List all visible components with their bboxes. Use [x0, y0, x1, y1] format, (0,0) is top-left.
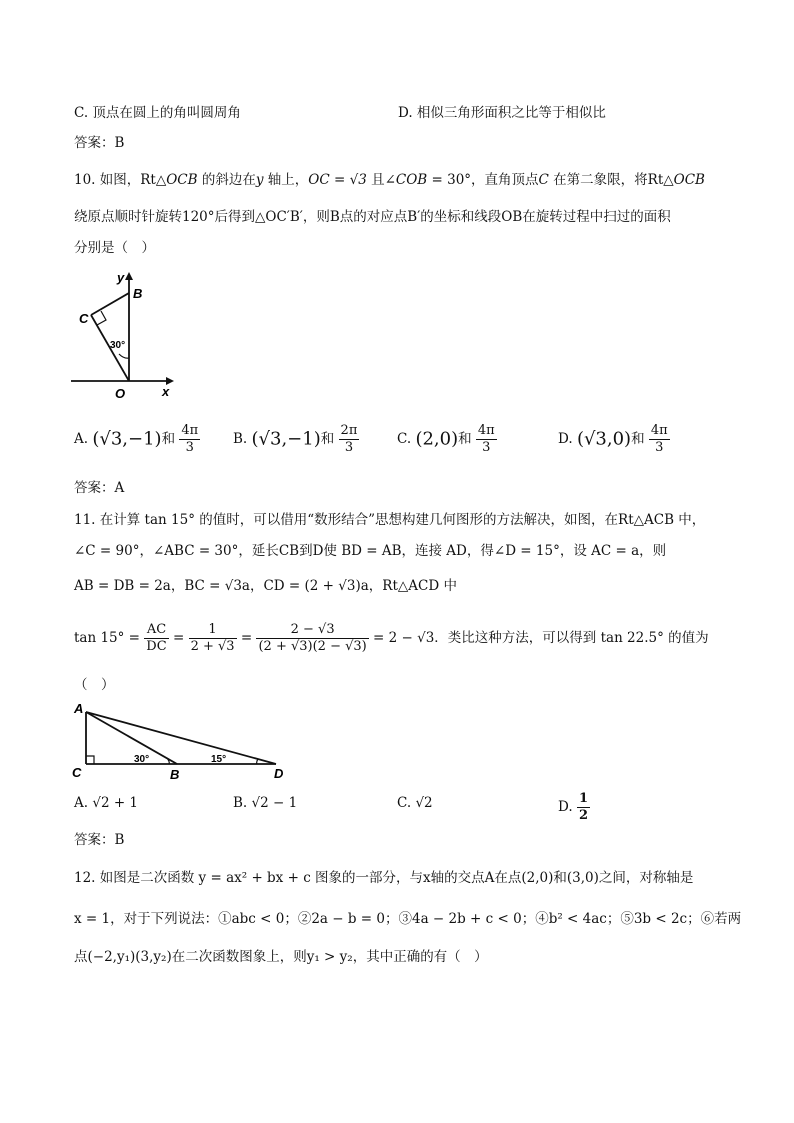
q12-line3: 点(−2,y₁)(3,y₂)在二次函数图象上，则y₁ > y₂，其中正确的有（ ） — [74, 949, 488, 965]
q12-line2: x = 1，对于下列说法：①abc < 0；②2a − b = 0；③4a − 2b + c < 0；④b² < 4ac；⑤3b < 2c；⑥若两 — [74, 911, 742, 927]
q11-figure — [70, 700, 295, 782]
label-a: A — [74, 701, 84, 716]
q11-line4: tan 15° = $\frac{AC}{DC}$ = $\frac{1}{2 + √3}$ = $\frac{2 - √3}{(2 + √3)(2 - √3)}$ = 2 − √3．类比这种方法，可以得到 tan 22.5° 的值为 — [74, 622, 709, 654]
q12-line1: 12. 如图是二次函数 y = ax² + bx + c 图象的一部分，与x轴的交点A在点(2,0)和(3,0)之间，对称轴是 — [74, 870, 694, 886]
label-b: B — [170, 767, 180, 782]
q10-option-b: B. (√3,−1)和 $\frac{2\pi}{3}$ — [233, 423, 358, 455]
q9-option-d: D. 相似三角形面积之比等于相似比 — [398, 105, 606, 121]
label-d: D — [274, 766, 284, 781]
label-c: C — [72, 765, 82, 780]
q10-line1: 10. 如图，Rt△OCB 的斜边在y 轴上，OC = √3 且∠COB = 30°，直角顶点C 在第二象限，将Rt△OCB — [74, 172, 705, 188]
q11-line3: AB = DB = 2a，BC = √3a，CD = (2 + √3)a，Rt△ACD 中 — [74, 578, 457, 594]
q10-figure — [66, 268, 181, 403]
q10-line2: 绕原点顺时针旋转120°后得到△OC′B′，则B点的对应点B′的坐标和线段OB在旋转过程中扫过的面积 — [74, 209, 671, 225]
label-30: 30° — [110, 340, 126, 351]
right-angle-mark — [86, 756, 94, 764]
q11-line2: ∠C = 90°，∠ABC = 30°，延长CB到D使 BD = AB，连接 AD，得∠D = 15°，设 AC = a，则 — [74, 543, 667, 559]
label-15: 15° — [211, 754, 227, 765]
right-angle-mark — [97, 311, 106, 325]
label-y: y — [117, 270, 125, 285]
label-x: x — [162, 384, 170, 399]
side-ab — [86, 712, 177, 764]
q11-option-a: A. √2 + 1 — [74, 795, 139, 811]
q11-option-b: B. √2 − 1 — [233, 795, 298, 811]
side-cb — [91, 293, 129, 315]
q10-option-a: A. (√3,−1)和 $\frac{4\pi}{3}$ — [74, 423, 199, 455]
q11-option-d: D. $\frac{1}{2}$ — [558, 791, 588, 823]
q11-option-c: C. √2 — [397, 795, 433, 811]
q9-option-c: C. 顶点在圆上的角叫圆周角 — [74, 105, 241, 121]
label-30: 30° — [134, 754, 150, 765]
side-ad — [86, 712, 276, 764]
angle-arc — [119, 354, 129, 358]
q10-line3: 分别是（ ） — [74, 240, 155, 256]
q10-answer: 答案：A — [74, 480, 125, 496]
y-axis-arrow — [125, 272, 133, 280]
label-b: B — [133, 286, 143, 301]
label-c: C — [79, 311, 89, 326]
label-o: O — [115, 386, 126, 401]
q9-answer: 答案：B — [74, 135, 125, 151]
q10-option-d: D. (√3,0)和 $\frac{4\pi}{3}$ — [558, 423, 668, 455]
q11-line1: 11. 在计算 tan 15° 的值时，可以借用“数形结合”思想构建几何图形的方法解决，如图，在Rt△ACB 中， — [74, 512, 706, 528]
q10-option-c: C. (2,0)和 $\frac{4\pi}{3}$ — [397, 423, 495, 455]
q11-paren: （ ） — [74, 677, 115, 693]
q11-answer: 答案：B — [74, 832, 125, 848]
